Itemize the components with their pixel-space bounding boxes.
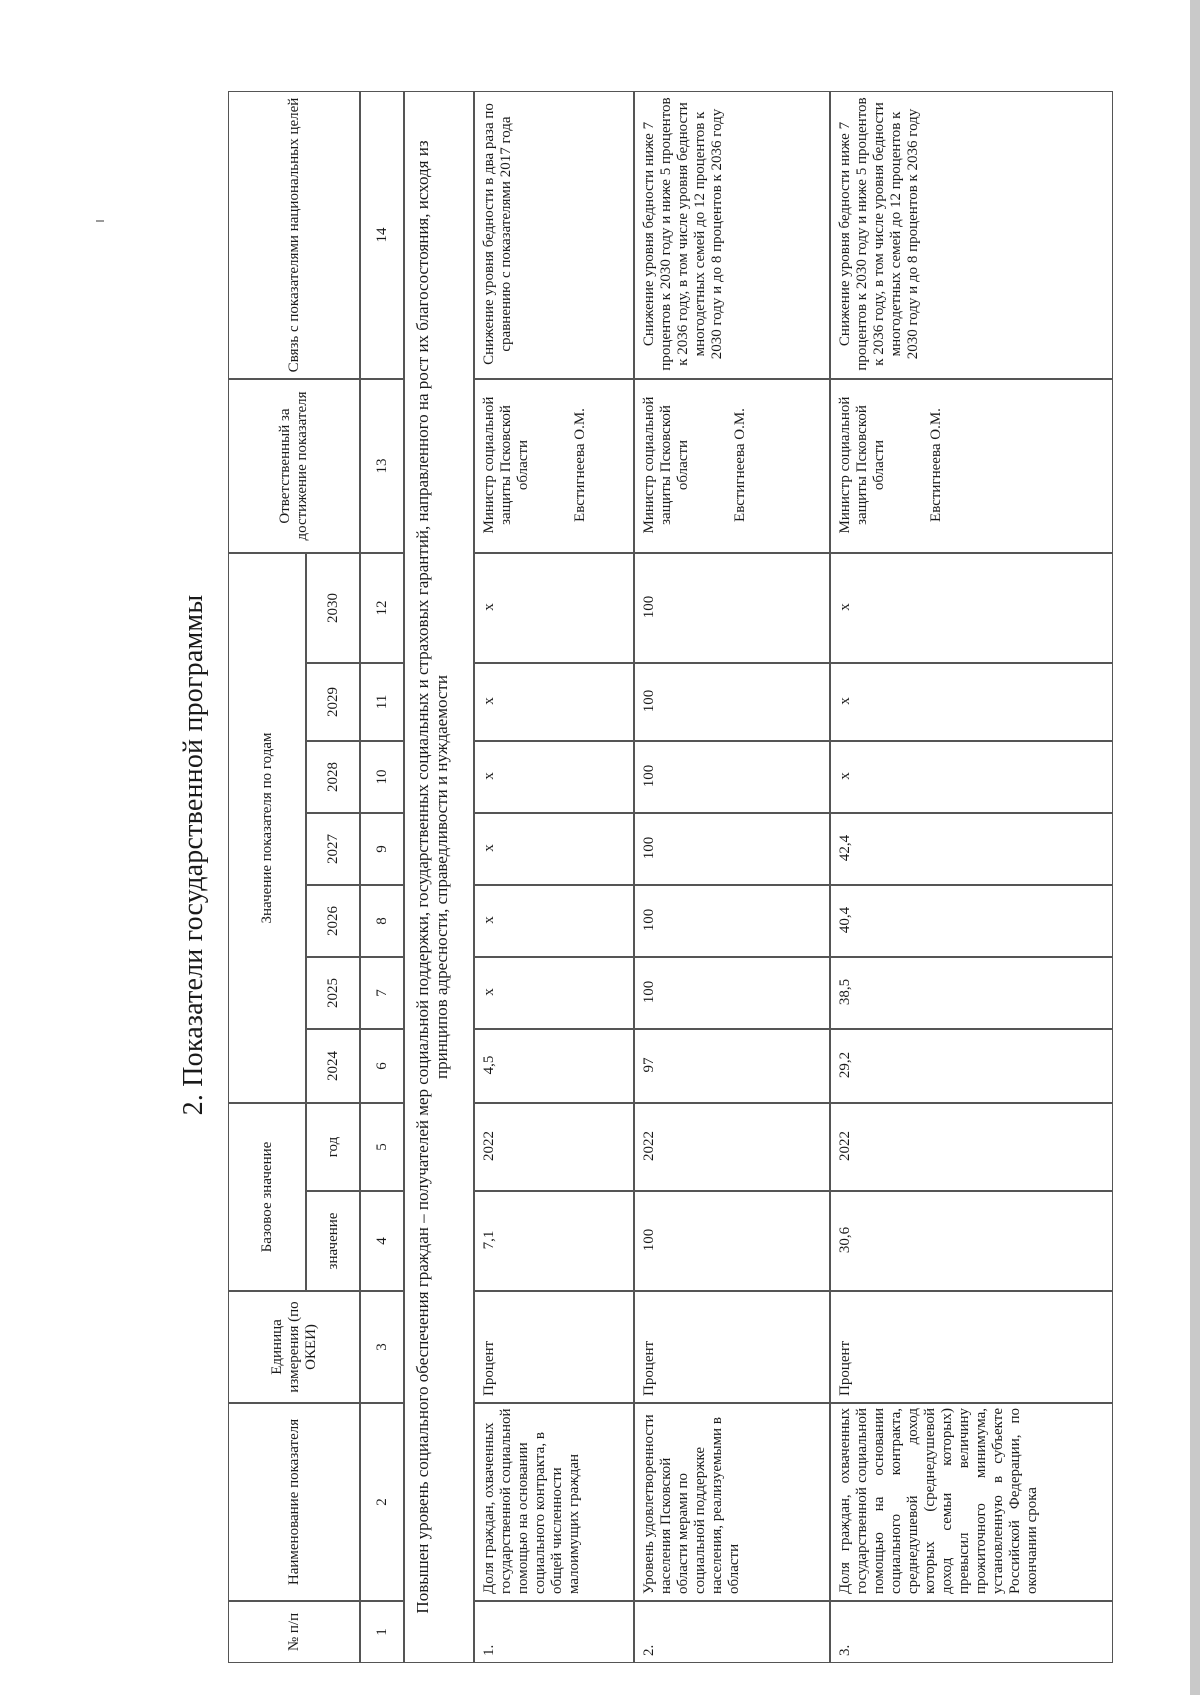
responsible-title: Министр социальной защиты Псковской области xyxy=(481,396,531,534)
header-base: Базовое значение xyxy=(228,1103,306,1291)
year-value: х xyxy=(474,885,634,957)
column-number: 8 xyxy=(360,885,404,957)
national-goal-link: Снижение уровня бедности в два раза по сравнению с показателями 2017 года xyxy=(474,91,634,379)
unit: Процент xyxy=(474,1291,634,1403)
column-number: 6 xyxy=(360,1029,404,1103)
section-title: Повышен уровень социального обеспечения граждан – получателей мер социальной поддержки, государственных социальных и страховых гарантий, направленного на рост их благосостояния, исходя из принципов адресности, справедливости и нуждаемости xyxy=(404,91,474,1663)
header-base-year: год xyxy=(306,1103,360,1191)
indicator-name: Доля граждан, охваченных государственной социальной помощью на основании социального контракта, в общей численности малоимущих граждан xyxy=(474,1403,634,1601)
column-number: 11 xyxy=(360,663,404,741)
header-link: Связь с показателями национальных целей xyxy=(228,91,360,379)
row-num: 3. xyxy=(830,1601,1113,1663)
row-num: 2. xyxy=(634,1601,830,1663)
year-value: х xyxy=(474,741,634,813)
year-value: 100 xyxy=(634,957,830,1029)
responsible-title: Министр социальной защиты Псковской области xyxy=(641,396,691,534)
indicators-table xyxy=(228,91,1113,1663)
base-value: 100 xyxy=(634,1191,830,1291)
column-number: 2 xyxy=(360,1403,404,1601)
base-year: 2022 xyxy=(474,1103,634,1191)
responsible-person: Евстигнеева О.М. xyxy=(732,408,748,522)
year-value: 4,5 xyxy=(474,1029,634,1103)
column-number: 10 xyxy=(360,741,404,813)
unit: Процент xyxy=(634,1291,830,1403)
column-number: 5 xyxy=(360,1103,404,1191)
column-number: 13 xyxy=(360,379,404,553)
column-number: 4 xyxy=(360,1191,404,1291)
header-year: 2028 xyxy=(306,741,360,813)
header-year: 2027 xyxy=(306,813,360,885)
indicator-name: Доля граждан, охваченных государственной социальной помощью на основании социального контракта, среднедушевой доход которых (среднедушевой доход семьи которых) превысил величину прожиточного минимума, установленную в субъекте Российской Федерации, по окончании срока xyxy=(830,1403,1113,1601)
column-number: 12 xyxy=(360,553,404,663)
column-number: 9 xyxy=(360,813,404,885)
unit: Процент xyxy=(830,1291,1113,1403)
base-year: 2022 xyxy=(830,1103,1113,1191)
header-year: 2026 xyxy=(306,885,360,957)
header-num: № п/п xyxy=(228,1601,360,1663)
base-value: 7,1 xyxy=(474,1191,634,1291)
year-value: х xyxy=(830,741,1113,813)
year-value: 100 xyxy=(634,553,830,663)
responsible-person: Евстигнеева О.М. xyxy=(572,408,588,522)
year-value: 100 xyxy=(634,741,830,813)
header-year: 2029 xyxy=(306,663,360,741)
responsible-cell xyxy=(830,379,1113,553)
base-value: 30,6 xyxy=(830,1191,1113,1291)
header-year: 2024 xyxy=(306,1029,360,1103)
column-number: 14 xyxy=(360,91,404,379)
year-value: 40,4 xyxy=(830,885,1113,957)
responsible-person: Евстигнеева О.М. xyxy=(928,408,944,522)
year-value: 29,2 xyxy=(830,1029,1113,1103)
year-value: 100 xyxy=(634,813,830,885)
scanner-edge xyxy=(1190,0,1200,1695)
row-num: 1. xyxy=(474,1601,634,1663)
year-value: 97 xyxy=(634,1029,830,1103)
responsible-cell xyxy=(634,379,830,553)
page-title: 2. Показатели государственной программы xyxy=(178,594,209,1116)
year-value: х xyxy=(830,553,1113,663)
header-year: 2025 xyxy=(306,957,360,1029)
national-goal-link: Снижение уровня бедности ниже 7 процентов к 2030 году и ниже 5 процентов к 2036 году, в том числе уровня бедности многодетных семей до 12 процентов к 2030 году и до 8 процентов к 2036 году xyxy=(830,91,1113,379)
year-value: х xyxy=(474,957,634,1029)
header-responsible: Ответственный за достижение показателя xyxy=(228,379,360,553)
base-year: 2022 xyxy=(634,1103,830,1191)
column-number: 7 xyxy=(360,957,404,1029)
responsible-cell xyxy=(474,379,634,553)
year-value: х xyxy=(474,663,634,741)
year-value: 38,5 xyxy=(830,957,1113,1029)
indicator-name: Уровень удовлетворенности населения Псковской области мерами по социальной поддержке населения, реализуемыми в области xyxy=(634,1403,830,1601)
responsible-title: Министр социальной защиты Псковской области xyxy=(837,396,887,534)
column-number: 1 xyxy=(360,1601,404,1663)
column-number: 3 xyxy=(360,1291,404,1403)
year-value: 42,4 xyxy=(830,813,1113,885)
header-year: 2030 xyxy=(306,553,360,663)
year-value: 100 xyxy=(634,663,830,741)
national-goal-link: Снижение уровня бедности ниже 7 процентов к 2030 году и ниже 5 процентов к 2036 году, в том числе уровня бедности многодетных семей до 12 процентов к 2030 году и до 8 процентов к 2036 году xyxy=(634,91,830,379)
header-unit: Единица измерения (по ОКЕИ) xyxy=(228,1291,360,1403)
header-by-years: Значение показателя по годам xyxy=(228,553,306,1103)
header-name: Наименование показателя xyxy=(228,1403,360,1601)
header-base-value: значение xyxy=(306,1191,360,1291)
year-value: х xyxy=(830,663,1113,741)
year-value: х xyxy=(474,553,634,663)
year-value: х xyxy=(474,813,634,885)
year-value: 100 xyxy=(634,885,830,957)
